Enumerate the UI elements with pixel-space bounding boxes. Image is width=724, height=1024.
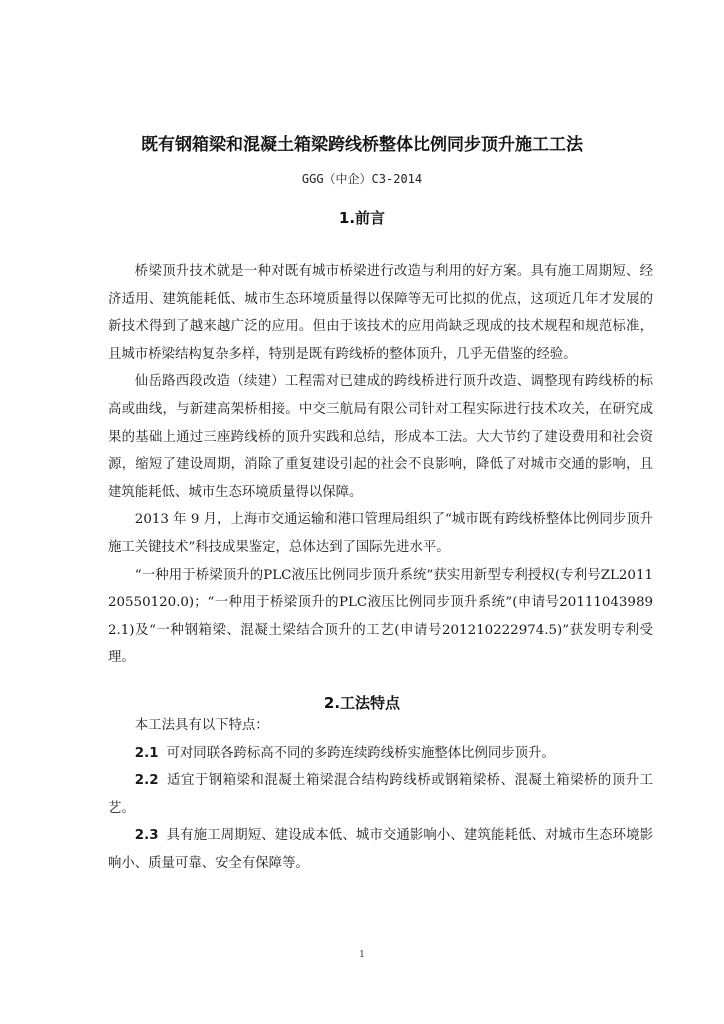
feature-number: 2.3 [134, 828, 159, 844]
feature-text: 可对同联各跨标高不同的多跨连续跨线桥实施整体比例同步顶升。 [166, 745, 555, 761]
paragraph: 桥梁顶升技术就是一种对既有城市桥梁进行改造与利用的好方案。具有施工周期短、经济适用、建筑能耗低、城市生态环境质量得以保障等无可比拟的优点，这项近几年才发展的新技术得到了越来越广泛的应用。但由于该技术的应用尚缺乏现成的技术规程和规范标准，且城市桥梁结构复杂多样，特别是既有跨线桥的整体顶升，几乎无借鉴的经验。 [108, 264, 653, 362]
feature-item [108, 767, 653, 822]
feature-text: 适宜于钢箱梁和混凝土箱梁混合结构跨线桥或钢箱梁桥、混凝土箱梁桥的顶升工艺。 [108, 773, 653, 816]
feature-text: 具有施工周期短、建设成本低、城市交通影响小、建筑能耗低、对城市生态环境影响小、质量可靠、安全有保障等。 [108, 828, 653, 871]
section-heading-features: 2.工法特点 [323, 694, 401, 712]
feature-number: 2.2 [134, 773, 159, 789]
document-title: 既有钢箱梁和混凝土箱梁跨线桥整体比例同步顶升施工工法 [141, 135, 583, 155]
section-heading-foreword: 1.前言 [338, 209, 386, 227]
section-body-features [108, 712, 653, 878]
standard-code: GGG（中企）C3-2014 [301, 172, 423, 186]
paragraph: 2013 年 9 月，上海市交通运输和港口管理局组织了“城市既有跨线桥整体比例同步顶升施工关键技术”科技成果鉴定，总体达到了国际先进水平。 [108, 512, 653, 555]
paragraph: “一种用于桥梁顶升的PLC液压比例同步顶升系统”获实用新型专利授权(专利号ZL201120550120.0)；“一种用于桥梁顶升的PLC液压比例同步顶升系统”(申请号201110439892.1)及“一种钢箱梁、混凝土梁结合顶升的工艺(申请号201210222974.5)”获发明专利受理。 [108, 567, 653, 666]
feature-number: 2.1 [134, 745, 159, 761]
section-body-foreword [108, 258, 653, 672]
features-intro: 本工法具有以下特点： [134, 718, 269, 733]
feature-item [108, 822, 653, 877]
page-number: 1 [359, 950, 365, 960]
feature-item [108, 740, 653, 768]
paragraph: 仙岳路西段改造（续建）工程需对已建成的跨线桥进行顶升改造、调整现有跨线桥的标高或曲线，与新建高架桥相接。中交三航局有限公司针对工程实际进行技术攻关，在研究成果的基础上通过三座跨线桥的顶升实践和总结，形成本工法。大大节约了建设费用和社会资源，缩短了建设周期，消除了重复建设引起的社会不良影响，降低了对城市交通的影响，且建筑能耗低、城市生态环境质量得以保障。 [108, 374, 653, 500]
